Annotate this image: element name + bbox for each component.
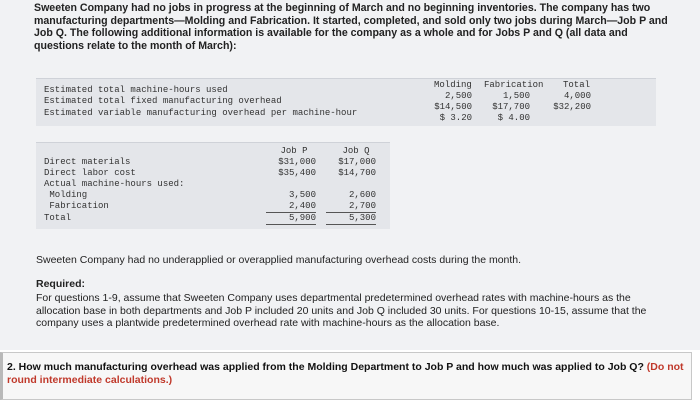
cell-job-q-molding: 2,600 (348, 190, 376, 200)
cell-total-hours: 4,000 (563, 91, 591, 101)
row-label-variable-overhead: Estimated variable manufacturing overhead per machine-hour (44, 108, 358, 118)
cell-job-p-molding: 3,500 (288, 190, 316, 200)
col-header-job-p: Job P (280, 146, 308, 156)
col-header-molding: Molding (434, 80, 472, 90)
question-prompt (7, 361, 693, 386)
row-label-actual-hours: Actual machine-hours used: (44, 179, 185, 189)
cell-job-q-materials: $17,000 (338, 157, 376, 167)
row-label-direct-labor: Direct labor cost (44, 168, 136, 178)
cell-job-p-fabrication: 2,400 (266, 201, 316, 213)
row-label-machine-hours: Estimated total machine-hours used (44, 85, 228, 95)
cell-job-q-fabrication: 2,700 (326, 201, 376, 213)
overhead-statement: Sweeten Company had no underapplied or overapplied manufacturing overhead costs during the month. (36, 254, 522, 266)
col-header-job-q: Job Q (342, 146, 370, 156)
cell-fabrication-fixed: $17,700 (492, 102, 530, 112)
cell-molding-hours: 2,500 (444, 91, 472, 101)
cell-job-q-total: 5,300 (326, 213, 376, 225)
question-box (0, 352, 692, 400)
problem-intro: Sweeten Company had no jobs in progress at the beginning of March and no beginning inventories. The company has two manufacturing departments—Molding and Fabrication. It started, completed, and sold only two jobs during March—Job P and Job Q. The following additional information is available for the company as a whole and for Jobs P and Q (all data and questions relate to the month of March): (34, 2, 668, 52)
question-note: (Do not round intermediate calculations.) (7, 361, 684, 386)
cell-molding-variable: $ 3.20 (439, 113, 472, 123)
cell-total-fixed: $32,200 (553, 102, 591, 112)
row-label-total: Total (44, 213, 72, 223)
row-label-fixed-overhead: Estimated total fixed manufacturing overhead (44, 96, 282, 106)
cell-fabrication-hours: 1,500 (502, 91, 530, 101)
row-label-molding: Molding (44, 190, 88, 200)
cell-molding-fixed: $14,500 (434, 102, 472, 112)
required-text: For questions 1-9, assume that Sweeten Company uses departmental predetermined overhead rates with machine-hours as the allocation base in both departments and Job P included 20 units and Job Q included 30 units. For questions 10-15, assume that the company uses a plantwide predetermined overhead rate with machine-hours as the allocation base. (36, 292, 647, 329)
cell-job-p-labor: $35,400 (278, 168, 316, 178)
question-text: 2. How much manufacturing overhead was applied from the Molding Department to Job P and how much was applied to Job Q? (7, 361, 647, 373)
cell-job-p-materials: $31,000 (278, 157, 316, 167)
cell-job-q-labor: $14,700 (338, 168, 376, 178)
row-label-fabrication: Fabrication (44, 201, 109, 211)
required-heading: Required: (36, 278, 86, 290)
col-header-fabrication: Fabrication (484, 80, 544, 90)
row-label-direct-materials: Direct materials (44, 157, 131, 167)
cell-fabrication-variable: $ 4.00 (497, 113, 530, 123)
col-header-total: Total (563, 80, 591, 90)
cell-job-p-total: 5,900 (266, 213, 316, 225)
